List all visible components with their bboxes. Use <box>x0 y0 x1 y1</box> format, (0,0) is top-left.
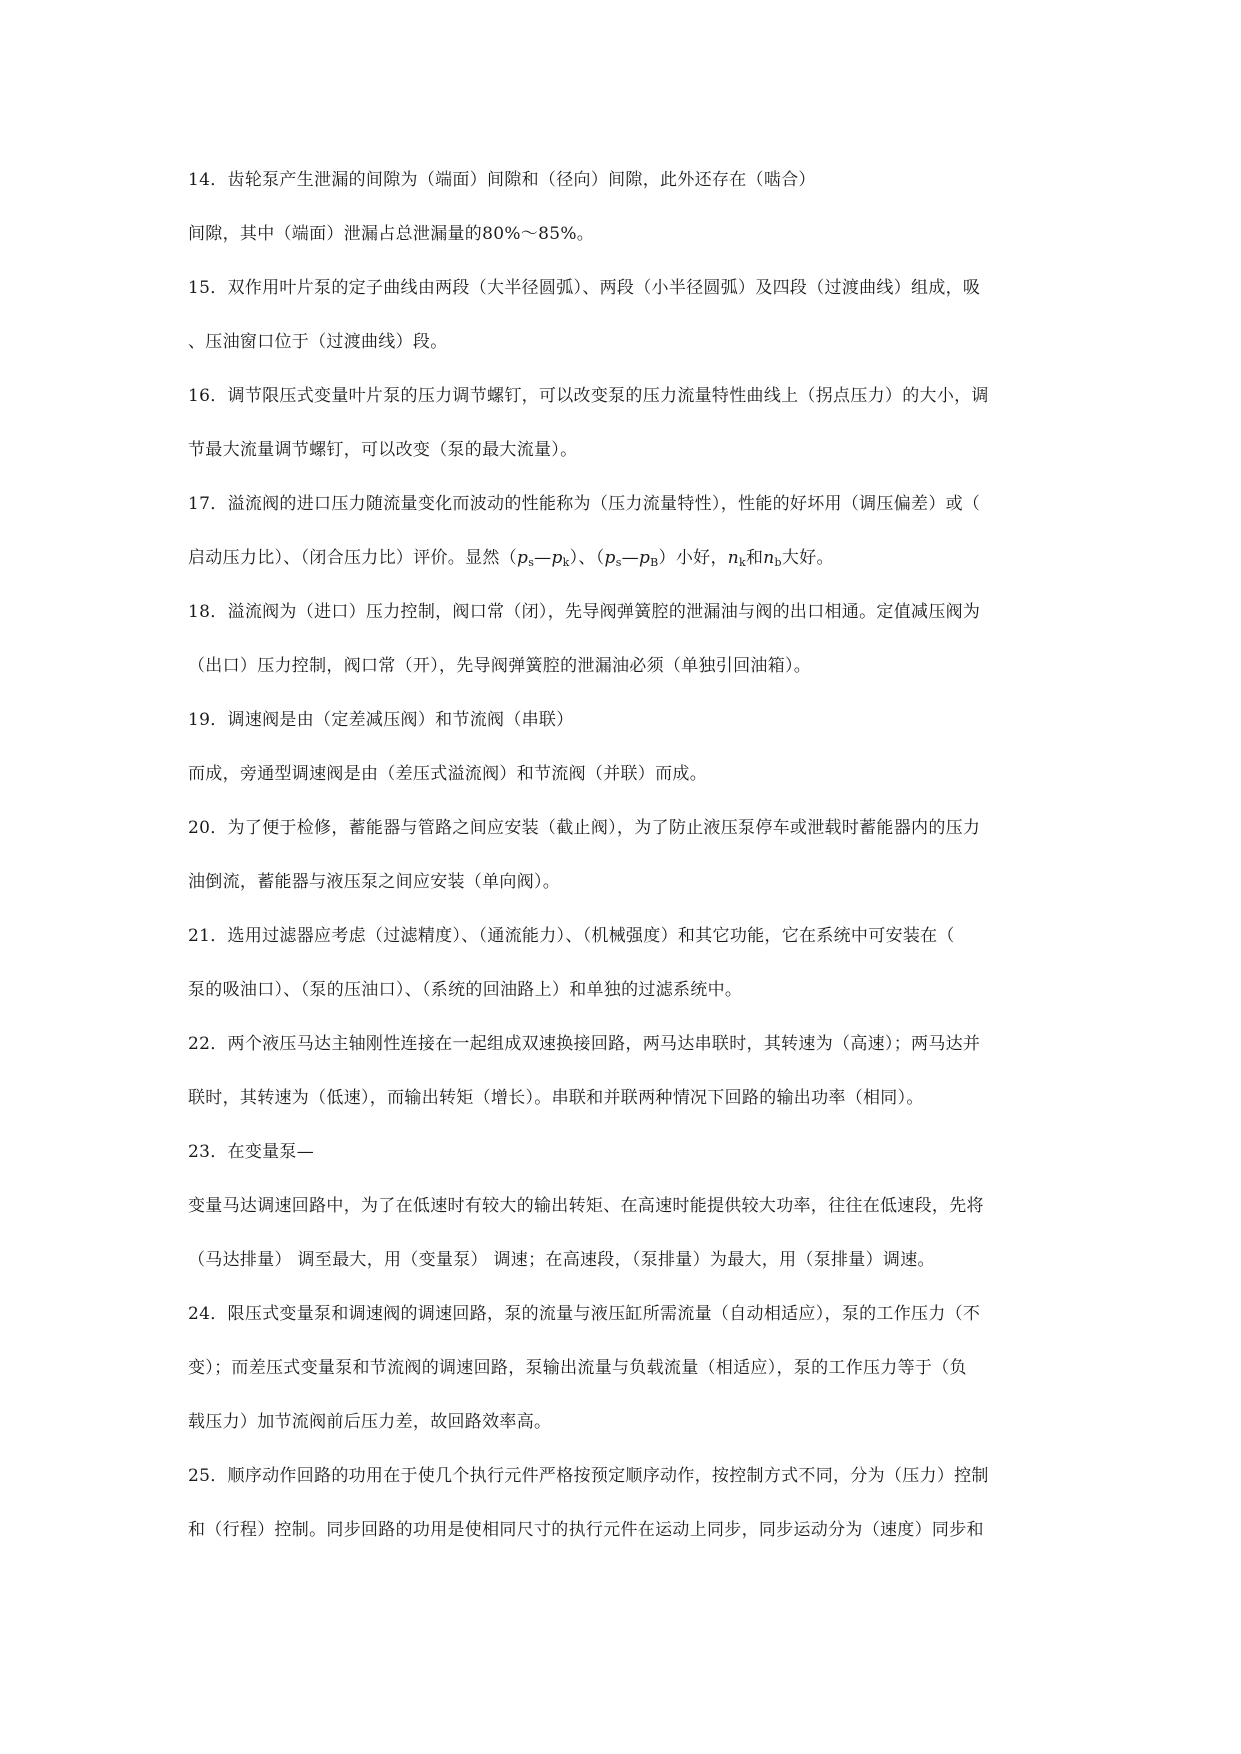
formula-symbol: n <box>763 548 775 568</box>
formula-subscript: b <box>774 556 782 569</box>
formula-text: 启动压力比）、（闭合压力比）评价。显然（ <box>188 548 517 568</box>
text-line: 23．在变量泵— <box>188 1142 315 1162</box>
text-line: （马达排量） 调至最大，用（变量泵） 调速；在高速段，（泵排量）为最大，用（泵排量）调速。 <box>188 1250 935 1270</box>
text-line: 而成，旁通型调速阀是由（差压式溢流阀）和节流阀（并联）而成。 <box>188 764 707 784</box>
text-line: 变）；而差压式变量泵和节流阀的调速回路，泵输出流量与负载流量（相适应），泵的工作压力等于（负 <box>188 1358 967 1378</box>
formula-subscript: B <box>650 556 659 569</box>
formula-subscript: k <box>562 556 570 569</box>
formula-symbol: p <box>604 548 616 568</box>
formula-text: 和 <box>745 548 764 568</box>
formula-text: 大好。 <box>781 548 834 568</box>
text-line: 间隙，其中（端面）泄漏占总泄漏量的80%～85%。 <box>188 224 595 244</box>
text-line: 泵的吸油口）、（泵的压油口）、（系统的回油路上）和单独的过滤系统中。 <box>188 980 743 1000</box>
text-line: 19．调速阀是由（定差减压阀）和节流阀（串联） <box>188 710 574 730</box>
formula-subscript: k <box>739 556 746 569</box>
formula-text: ）、（ <box>569 548 605 568</box>
text-line: 、压油窗口位于（过渡曲线）段。 <box>188 332 448 352</box>
text-line: 联时，其转速为（低速），而输出转矩（增长）。串联和并联两种情况下回路的输出功率（相同）。 <box>188 1088 924 1108</box>
text-line: 节最大流量调节螺钉，可以改变（泵的最大流量）。 <box>188 440 578 460</box>
text-line: 15．双作用叶片泵的定子曲线由两段（大半径圆弧）、两段（小半径圆弧）及四段（过渡曲线）组成，吸 <box>188 278 981 298</box>
text-line: 20．为了便于检修，蓄能器与管路之间应安装（截止阀），为了防止液压泵停车或泄载时蓄能器内的压力 <box>188 818 981 838</box>
text-line: 载压力）加节流阀前后压力差，故回路效率高。 <box>188 1412 552 1432</box>
text-line: 17．溢流阀的进口压力随流量变化而波动的性能称为（压力流量特性），性能的好坏用（调压偏差）或（ <box>188 494 981 514</box>
text-line: 14．齿轮泵产生泄漏的间隙为（端面）间隙和（径向）间隙，此外还存在（啮合） <box>188 170 816 190</box>
formula-symbol: p <box>551 548 563 568</box>
text-line: 变量马达调速回路中，为了在低速时有较大的输出转矩、在高速时能提供较大功率，往往在低速段，先将 <box>188 1196 984 1216</box>
formula-text: ）小好， <box>658 548 728 568</box>
formula-subscript: s <box>615 556 622 569</box>
text-line: 18．溢流阀为（进口）压力控制，阀口常（闭），先导阀弹簧腔的泄漏油与阀的出口相通。定值减压阀为 <box>188 602 981 622</box>
formula-symbol: p <box>517 548 529 568</box>
text-line: 16．调节限压式变量叶片泵的压力调节螺钉，可以改变泵的压力流量特性曲线上（拐点压力）的大小，调 <box>188 386 989 406</box>
text-line: 21．选用过滤器应考虑（过滤精度）、（通流能力）、（机械强度）和其它功能，它在系统中可安装在（ <box>188 926 955 946</box>
text-line: 24．限压式变量泵和调速阀的调速回路，泵的流量与液压缸所需流量（自动相适应），泵的工作压力（不 <box>188 1304 981 1324</box>
text-line: 油倒流，蓄能器与液压泵之间应安装（单向阀）。 <box>188 872 561 892</box>
text-line: 22．两个液压马达主轴刚性连接在一起组成双速换接回路，两马达串联时，其转速为（高速）；两马达并 <box>188 1034 981 1054</box>
text-line: 25．顺序动作回路的功用在于使几个执行元件严格按预定顺序动作，按控制方式不同，分为（压力）控制 <box>188 1466 989 1486</box>
formula-symbol: p <box>638 548 651 568</box>
formula-subscript: s <box>528 556 535 569</box>
formula-dash: — <box>621 548 639 568</box>
text-line: （出口）压力控制，阀口常（开），先导阀弹簧腔的泄漏油必须（单独引回油箱）。 <box>188 656 812 676</box>
formula-line <box>188 546 834 575</box>
formula-symbol: n <box>727 548 739 568</box>
text-line: 和（行程）控制。同步回路的功用是使相同尺寸的执行元件在运动上同步，同步运动分为（速度）同步和 <box>188 1520 984 1540</box>
formula-dash: — <box>534 548 552 568</box>
